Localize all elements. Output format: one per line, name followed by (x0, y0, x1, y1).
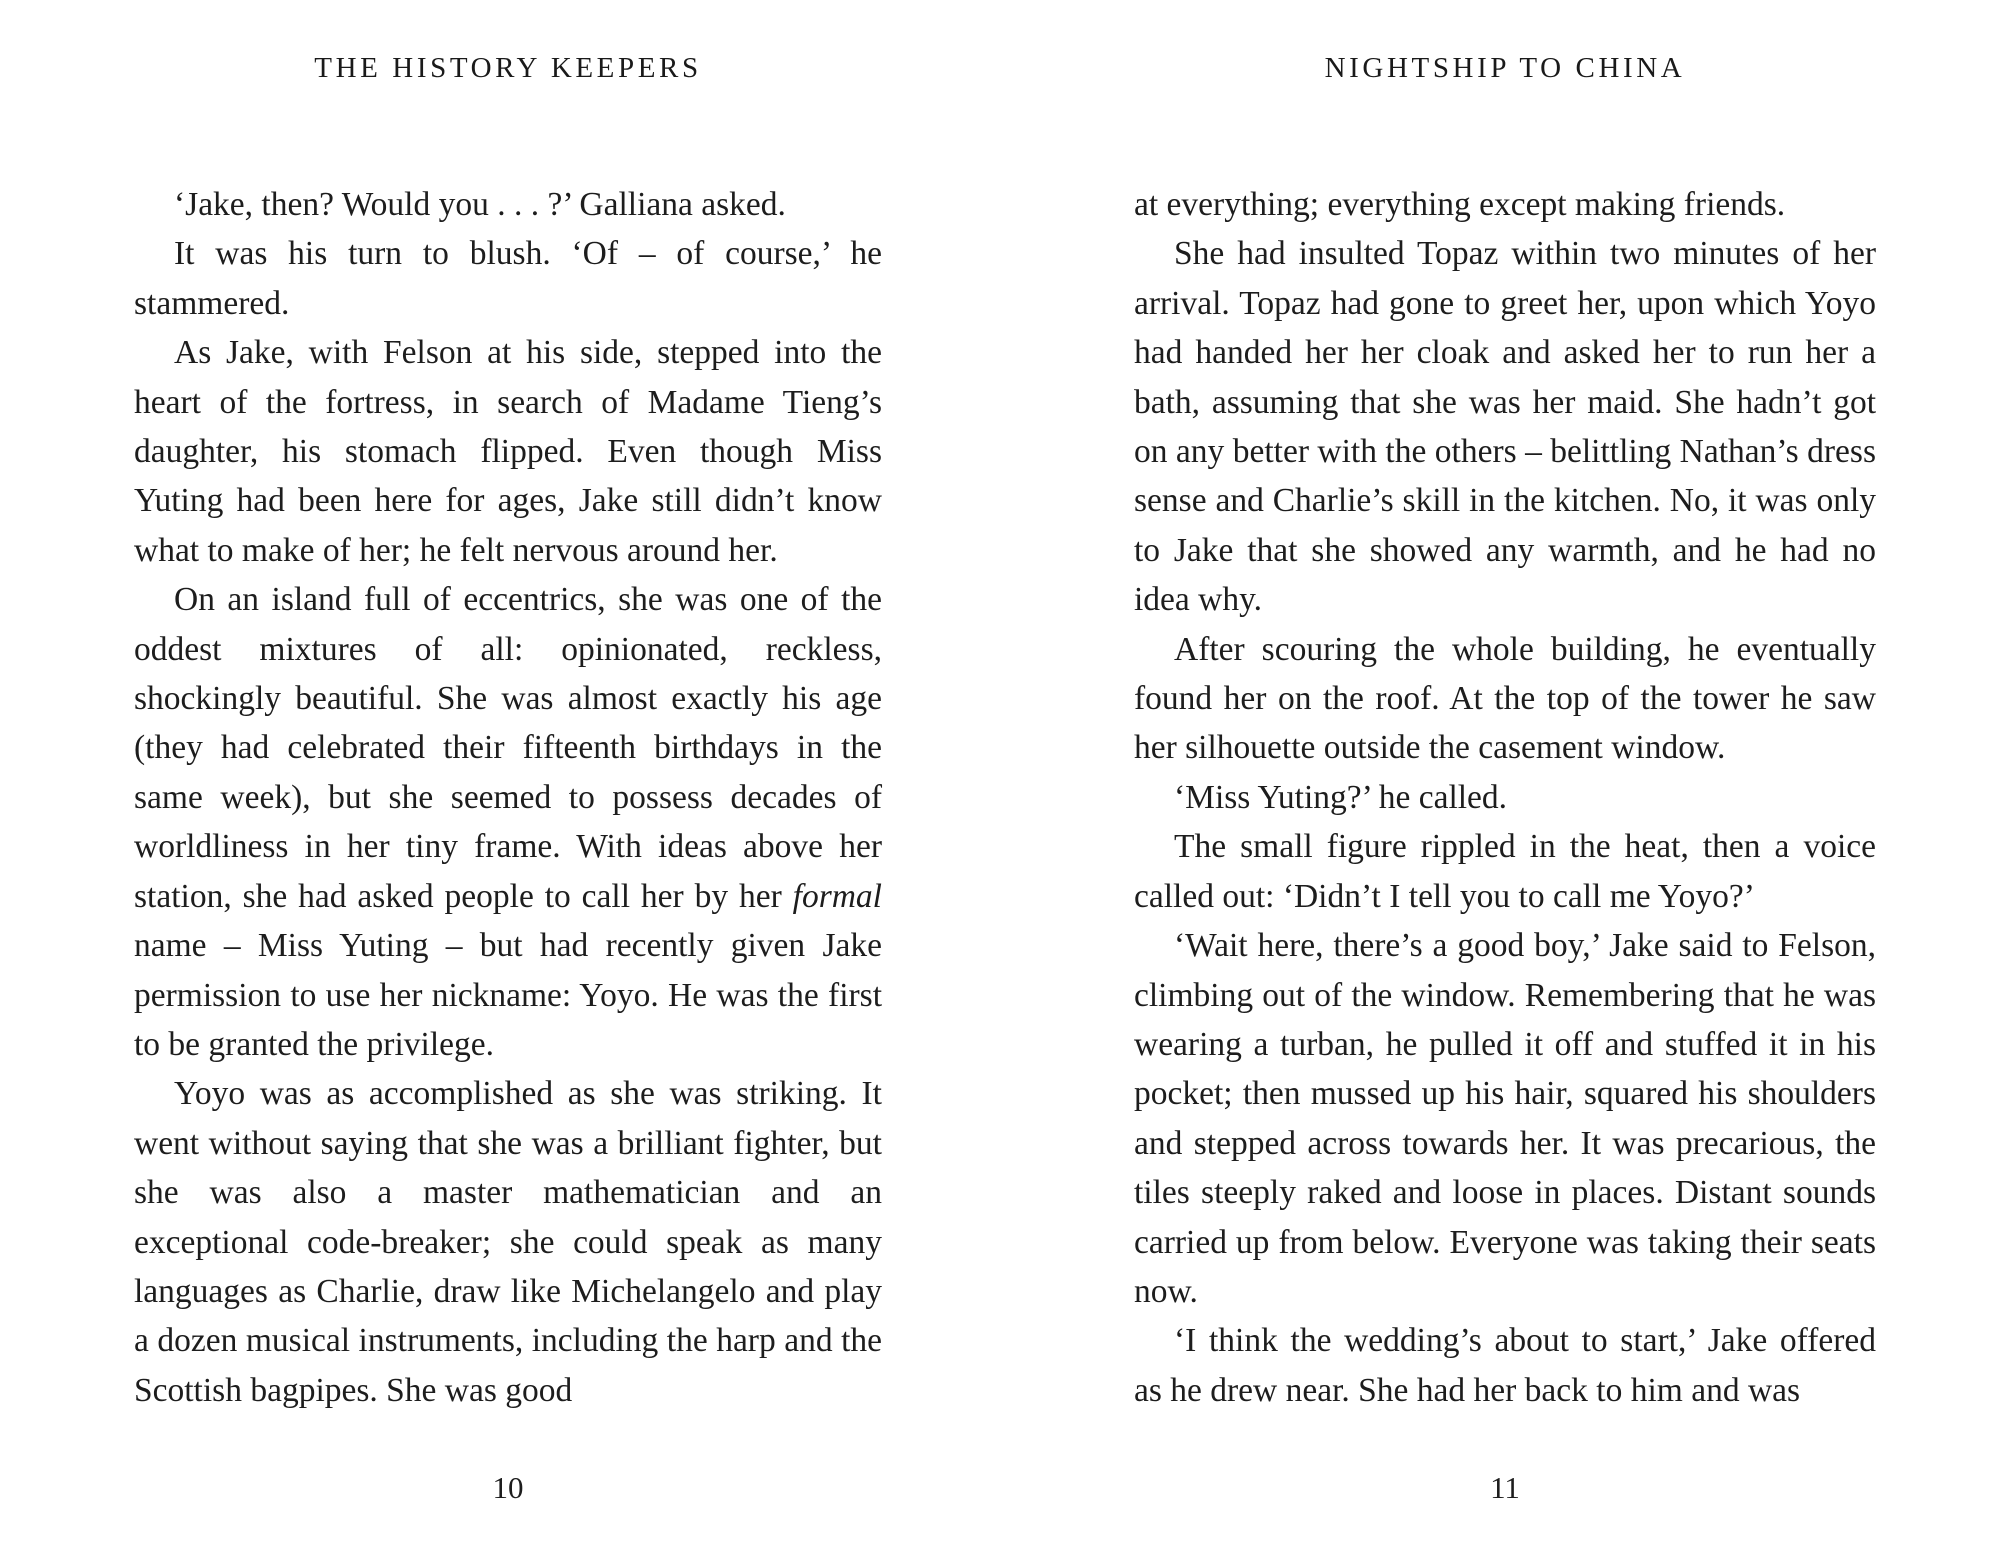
paragraph: As Jake, with Felson at his side, stepped into the heart of the fortress, in search of Madame Tieng’s daughter, his stomach flipped. Even though Miss Yuting had been here for ages, Jake still didn’t know what to make of her; he felt nervous around her. (134, 334, 882, 569)
body-text-left (134, 180, 882, 1415)
paragraph: After scouring the whole building, he eventually found her on the roof. At the top of the tower he saw her silhouette outside the casement window. (1134, 630, 1876, 767)
paragraph: ‘Miss Yuting?’ he called. (1174, 778, 1508, 816)
body-text-right (1134, 180, 1876, 1415)
paragraph (134, 575, 882, 1069)
paragraph: Yoyo was as accomplished as she was striking. It went without saying that she was a brilliant fighter, but she was also a master mathematician and an exceptional code-breaker; she could speak as many languages as Charlie, draw like Michelangelo and play a dozen musical instruments, including the harp and the Scottish bagpipes. She was good (134, 1075, 882, 1409)
paragraph: ‘I think the wedding’s about to start,’ Jake offered as he drew near. She had her back to him and was (1134, 1322, 1876, 1409)
running-head-left: THE HISTORY KEEPERS (314, 52, 702, 84)
paragraph: ‘Wait here, there’s a good boy,’ Jake said to Felson, climbing out of the window. Remembering that he was wearing a turban, he pulled it off and stuffed it in his pocket; then mussed up his hair, squared his shoulders and stepped across towards her. It was precarious, the tiles steeply raked and loose in places. Distant sounds carried up from below. Everyone was taking their seats now. (1134, 927, 1876, 1310)
right-page (1134, 0, 1876, 1565)
paragraph: It was his turn to blush. ‘Of – of course,’ he stammered. (134, 235, 882, 322)
running-head-right: NIGHTSHIP TO CHINA (1324, 52, 1686, 84)
paragraph-text: On an island full of eccentrics, she was one of the oddest mixtures of all: opinionated, reckless, shockingly beautiful. She was almost exactly his age (they had celebrated their fifteenth birthdays in the same week), but she seemed to possess decades of worldliness in her tiny frame. With ideas above her station, she had asked people to call her by her (134, 581, 882, 915)
paragraph: at everything; everything except making friends. (1134, 186, 1786, 223)
emphasis-formal: formal (792, 877, 882, 915)
paragraph: She had insulted Topaz within two minutes of her arrival. Topaz had gone to greet her, upon which Yoyo had handed her her cloak and asked her to run her a bath, assuming that she was her maid. She hadn’t got on any better with the others – belittling Nathan’s dress sense and Charlie’s skill in the kitchen. No, it was only to Jake that she showed any warmth, and he had no idea why. (1134, 235, 1876, 619)
paragraph: ‘Jake, then? Would you . . . ?’ Galliana asked. (174, 186, 786, 223)
paragraph-text: name – Miss Yuting – but had recently given Jake permission to use her nickname: Yoyo. He was the first to be granted the privilege. (134, 927, 882, 1063)
page-number-right: 11 (1490, 1470, 1520, 1505)
left-page (134, 0, 882, 1565)
page-number-left: 10 (492, 1470, 524, 1505)
paragraph: The small figure rippled in the heat, then a voice called out: ‘Didn’t I tell you to call me Yoyo?’ (1134, 828, 1876, 915)
